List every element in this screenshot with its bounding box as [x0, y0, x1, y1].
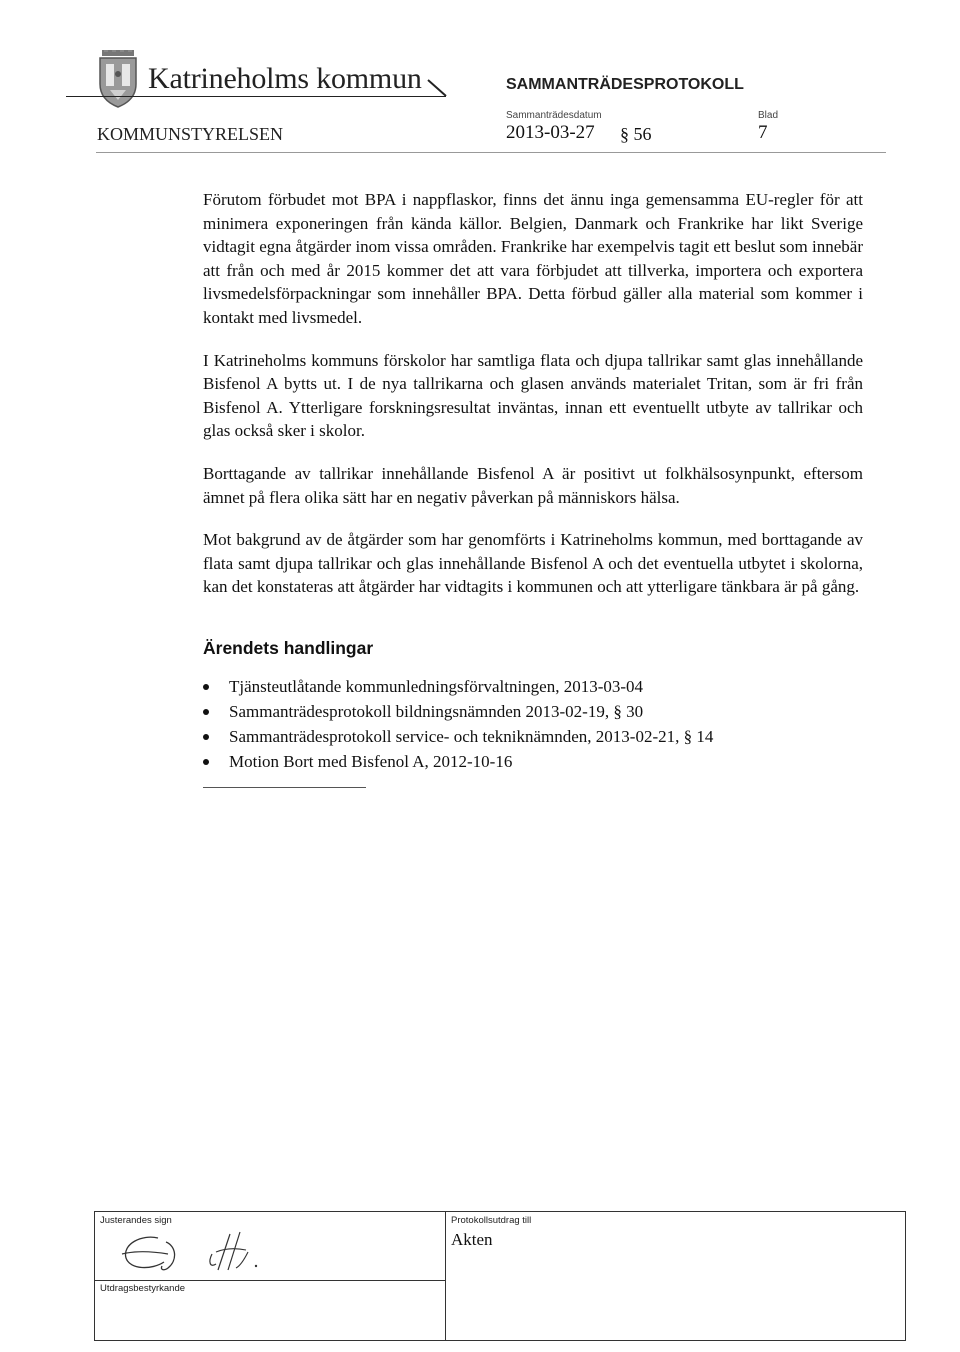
extract-recipient: Akten: [451, 1230, 493, 1249]
adjuster-signature-label: Justerandes sign: [100, 1215, 172, 1226]
logo-slash-mark: [426, 78, 450, 100]
paragraph-number: § 56: [620, 124, 652, 144]
documents-list: [203, 674, 713, 774]
list-item: [203, 749, 713, 774]
extract-recipient-label: Protokollsutdrag till: [451, 1215, 532, 1226]
organization-name: Katrineholms kommun: [148, 62, 422, 95]
body-paragraph: Förutom förbudet mot BPA i nappflaskor, finns det ännu inga gemensamma EU-regler för att minimera exponeringen från kända källor. Belgien, Danmark och Frankrike har likt Sverige vidtagit egna åtgärder inom vissa områden. Frankrike har exempelvis tagit ett beslut som innebär att från och med år 2015 kommer det att vara förbjudet att tillverka, importera och exportera livsmedelsförpackningar som innehåller BPA. Detta förbud gäller alla material som kommer i kontakt med livsmedel.: [203, 190, 863, 327]
municipality-crest-icon: [96, 50, 140, 108]
document-item-label: Sammanträdesprotokoll service- och tekniknämnden, 2013-02-21, § 14: [229, 727, 714, 746]
bullet-icon: [203, 734, 209, 740]
page-number: 7: [758, 122, 768, 143]
meeting-date-label: Sammanträdesdatum: [506, 110, 602, 121]
bullet-icon: [203, 684, 209, 690]
page-number-label: Blad: [758, 110, 779, 121]
document-item-label: Tjänsteutlåtande kommunledningsförvaltningen, 2013-03-04: [229, 677, 644, 696]
document-item-label: Sammanträdesprotokoll bildningsnämnden 2013-02-19, § 30: [229, 702, 644, 721]
end-of-section-rule: [203, 787, 366, 788]
body-paragraph: Mot bakgrund av de åtgärder som har genomförts i Katrineholms kommun, med borttagande av flata samt djupa tallrikar och glas innehållande Bisfenol A och det eventuella utbytet i skolorna, kan det konstateras att åtgärder har vidtagits i kommunen och att ytterligare tänkbara är på gång.: [203, 530, 863, 597]
signature-box-row-divider: [94, 1280, 446, 1281]
body-paragraph: I Katrineholms kommuns förskolor har samtliga flata och djupa tallrikar samt glas innehållande Bisfenol A bytts ut. I de nya tallrikarna och glasen används materialet Tritan, som är fri från Bisfenol A. Ytterligare forskningsresultat inväntas, innan ett eventuellt utbyte av tallrikar och glas också sker i skolor.: [203, 350, 863, 441]
bullet-icon: [203, 759, 209, 765]
meeting-date: 2013-03-27: [506, 122, 595, 143]
header-divider: [96, 152, 886, 153]
protocol-body: [203, 188, 863, 618]
signature-box-divider: [445, 1211, 446, 1341]
bullet-icon: [203, 709, 209, 715]
certifier-label: Utdragsbestyrkande: [100, 1283, 186, 1294]
list-item: [203, 699, 713, 724]
board-name: KOMMUNSTYRELSEN: [97, 124, 284, 144]
document-type: SAMMANTRÄDESPROTOKOLL: [506, 76, 744, 93]
organization-underline: [66, 96, 446, 97]
body-paragraph: Borttagande av tallrikar innehållande Bisfenol A är positivt ut folkhälsosynpunkt, eftersom ämnet på flera olika sätt har en negativ påverkan på människors hälsa.: [203, 463, 863, 507]
list-item: [203, 724, 713, 749]
document-item-label: Motion Bort med Bisfenol A, 2012-10-16: [229, 752, 513, 771]
list-item: [203, 674, 713, 699]
documents-heading: Ärendets handlingar: [203, 638, 374, 658]
handwritten-signature-icon: [112, 1224, 282, 1280]
